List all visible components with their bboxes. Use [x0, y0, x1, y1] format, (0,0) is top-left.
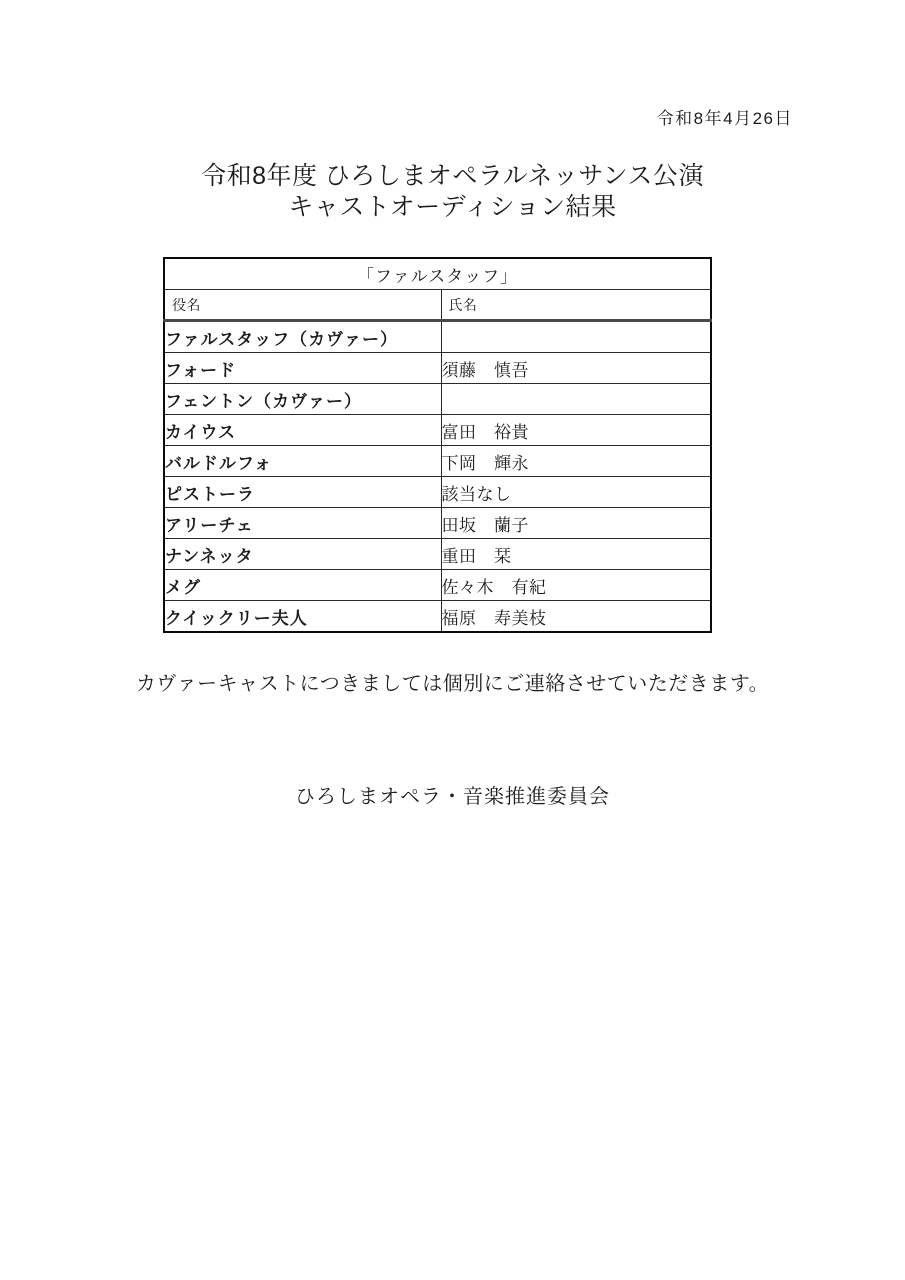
- title-line-1: 令和8年度 ひろしまオペラルネッサンス公演: [201, 162, 704, 190]
- role-cell: カイウス: [164, 415, 441, 446]
- role-cell: クイックリー夫人: [164, 601, 441, 633]
- role-cell: メグ: [164, 570, 441, 601]
- name-cell: [441, 384, 711, 415]
- table-row: [164, 353, 711, 384]
- table-row: [164, 321, 711, 353]
- name-cell: [441, 321, 711, 353]
- name-cell: 富田 裕貴: [441, 415, 711, 446]
- role-cell: バルドルフォ: [164, 446, 441, 477]
- role-cell: ファルスタッフ（カヴァー）: [164, 321, 441, 353]
- table-row: [164, 570, 711, 601]
- role-cell: ピストーラ: [164, 477, 441, 508]
- table-row: [164, 384, 711, 415]
- cover-cast-note: カヴァーキャストにつきましては個別にご連絡させていただきます。: [135, 673, 770, 695]
- table-row: [164, 508, 711, 539]
- name-cell: 須藤 慎吾: [441, 353, 711, 384]
- title-line-2: キャストオーディション結果: [288, 193, 617, 221]
- document-date: 令和8年4月26日: [656, 109, 793, 128]
- role-cell: ナンネッタ: [164, 539, 441, 570]
- name-cell: 下岡 輝永: [441, 446, 711, 477]
- table-row: [164, 477, 711, 508]
- table-row: [164, 539, 711, 570]
- role-cell: フォード: [164, 353, 441, 384]
- cast-result-table: [163, 257, 712, 633]
- table-row: [164, 415, 711, 446]
- table-header-row: [164, 290, 711, 321]
- table-row: [164, 446, 711, 477]
- organization-name: ひろしまオペラ・音楽推進委員会: [295, 786, 610, 808]
- table-row: [164, 601, 711, 633]
- name-cell: 福原 寿美枝: [441, 601, 711, 633]
- name-cell: 重田 栞: [441, 539, 711, 570]
- table-title: 「ファルスタッフ」: [164, 258, 711, 290]
- role-cell: フェントン（カヴァー）: [164, 384, 441, 415]
- document-title: [0, 161, 905, 223]
- column-header-name: 氏名: [441, 290, 711, 321]
- name-cell: 佐々木 有紀: [441, 570, 711, 601]
- role-cell: アリーチェ: [164, 508, 441, 539]
- name-cell: 該当なし: [441, 477, 711, 508]
- column-header-role: 役名: [164, 290, 441, 321]
- table-title-row: [164, 258, 711, 290]
- name-cell: 田坂 蘭子: [441, 508, 711, 539]
